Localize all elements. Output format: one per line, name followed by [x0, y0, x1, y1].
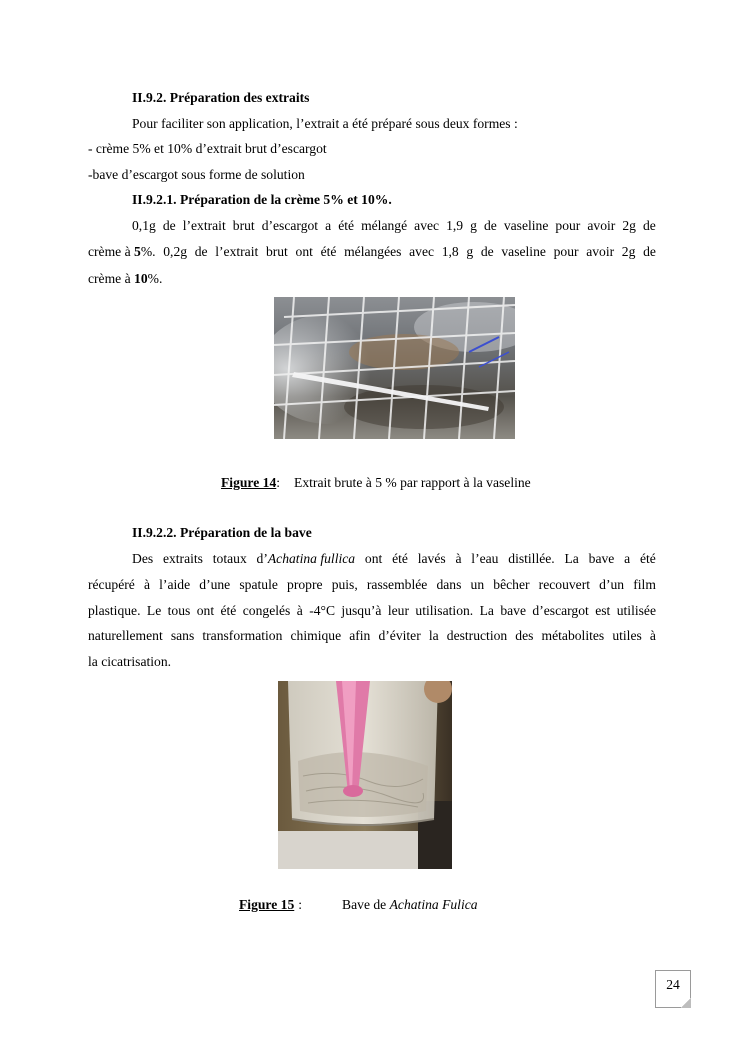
word: Achatina fullica	[267, 551, 356, 566]
creme-paragraph-line-2	[88, 243, 656, 261]
word: de	[162, 218, 176, 233]
word: 0,2g	[163, 244, 188, 259]
word: bave	[588, 551, 615, 566]
word: ont	[364, 551, 383, 566]
word: recouvert	[538, 577, 590, 592]
word: été	[220, 603, 237, 618]
beaker-slime-image	[278, 681, 452, 869]
figure-14-caption: Figure 14: Extrait brute à 5 % par rapport à la vaseline	[221, 475, 531, 490]
word: un	[470, 577, 485, 592]
word: La	[479, 603, 494, 618]
word: est	[595, 603, 611, 618]
figure-15-species: Achatina Fulica	[389, 897, 478, 912]
species-name	[257, 550, 356, 568]
word: d’une	[199, 577, 231, 592]
word: à	[455, 551, 462, 566]
list-item-bave: -bave d’escargot sous forme de solution	[88, 167, 305, 182]
word: l’eau	[471, 551, 499, 566]
word: l’aide	[159, 577, 191, 592]
word: extraits	[162, 551, 203, 566]
word: lavés	[417, 551, 446, 566]
word: jusqu’à	[341, 603, 382, 618]
word: ont	[295, 244, 313, 259]
word: été	[639, 551, 656, 566]
word: La	[564, 551, 579, 566]
word: propre	[287, 577, 323, 592]
word: avoir	[586, 244, 615, 259]
word: a	[325, 218, 332, 233]
word: de	[483, 218, 497, 233]
word: métabolites	[541, 628, 605, 643]
word: d’éviter	[378, 628, 421, 643]
word: avec	[414, 218, 440, 233]
section-heading-9-2: II.9.2. Préparation des extraits	[132, 90, 310, 105]
word: utilisée	[616, 603, 656, 618]
word: pour	[553, 244, 579, 259]
word: leur	[387, 603, 409, 618]
word: 1,9	[446, 218, 464, 233]
page-fold-corner	[681, 998, 691, 1008]
word: spatule	[239, 577, 278, 592]
creme-paragraph-line-1	[132, 217, 656, 235]
word: dans	[436, 577, 462, 592]
word: de	[643, 244, 656, 259]
figure-14-label: Figure 14	[221, 475, 277, 490]
word: naturellement	[88, 628, 163, 643]
word: totaux	[212, 551, 247, 566]
word: avoir	[587, 218, 616, 233]
word: à	[649, 628, 656, 643]
word: mélangé	[361, 218, 408, 233]
word: brut	[265, 244, 288, 259]
word: puis,	[331, 577, 358, 592]
page-number-box	[655, 970, 691, 1008]
word: 2g	[621, 244, 636, 259]
word: des	[515, 628, 534, 643]
word: tous	[167, 603, 191, 618]
word: la	[428, 628, 439, 643]
word: destruction	[446, 628, 508, 643]
word: bave	[500, 603, 527, 618]
word: utilisation.	[415, 603, 474, 618]
bave-paragraph-line-1	[132, 550, 656, 568]
figure-15-caption: Figure 15 : Bave de Achatina Fulica	[239, 897, 478, 912]
word: été	[392, 551, 408, 566]
word: chimique	[290, 628, 342, 643]
word: congelés	[242, 603, 291, 618]
word: a	[624, 551, 631, 566]
word: 0,1g	[132, 218, 156, 233]
word: sans	[170, 628, 195, 643]
word-group	[88, 243, 156, 261]
word: ont	[196, 603, 215, 618]
word: à	[296, 603, 303, 618]
word: %.	[140, 244, 156, 259]
word: Des	[132, 551, 154, 566]
section-heading-9-2-2: II.9.2.2. Préparation de la bave	[132, 525, 312, 540]
word: Le	[146, 603, 162, 618]
word: de	[194, 244, 208, 259]
figure-15-photo	[278, 681, 452, 869]
word: été	[320, 244, 337, 259]
list-item-creme: - crème 5% et 10% d’extrait brut d’escargot	[88, 141, 327, 156]
page-number: 24	[666, 977, 680, 992]
cream-on-grid-image	[274, 297, 515, 439]
word: brut	[232, 218, 255, 233]
word: film	[633, 577, 656, 592]
word: transformation	[202, 628, 283, 643]
word: d’un	[599, 577, 625, 592]
word: bêcher	[493, 577, 530, 592]
figure-14-text: Extrait brute à 5 % par rapport à la vaseline	[294, 475, 531, 490]
section-heading-9-2-1: II.9.2.1. Préparation de la crème 5% et 10%.	[132, 192, 392, 207]
word: 5	[134, 244, 141, 259]
word: avec	[409, 244, 435, 259]
word: 1,8	[441, 244, 459, 259]
word: g	[466, 244, 474, 259]
word: vaseline	[503, 218, 549, 233]
word: -4°C	[309, 603, 336, 618]
bave-paragraph-line-5: la cicatrisation.	[88, 654, 172, 669]
word: 2g	[622, 218, 636, 233]
bave-paragraph-line-3	[88, 602, 656, 620]
bave-paragraph-line-2	[88, 576, 656, 594]
creme-paragraph-line-3: crème à 10%.	[88, 271, 163, 286]
word: à	[143, 577, 150, 592]
word: rassemblée	[366, 577, 428, 592]
word: récupéré	[88, 577, 135, 592]
figure-14-photo	[274, 297, 515, 439]
word: distillée.	[508, 551, 555, 566]
word: d’escargot	[261, 218, 319, 233]
word: plastique.	[88, 603, 141, 618]
figure-15-label: Figure 15	[239, 897, 295, 912]
intro-text: Pour faciliter son application, l’extrait a été préparé sous deux formes :	[132, 116, 518, 131]
word: de	[642, 218, 656, 233]
word: g	[470, 218, 477, 233]
word: crème à	[88, 244, 135, 259]
word: afin	[349, 628, 371, 643]
word: l’extrait	[182, 218, 226, 233]
bave-paragraph-line-4	[88, 627, 656, 645]
word: de	[480, 244, 494, 259]
word: d’	[256, 551, 268, 566]
word: été	[338, 218, 355, 233]
word: utiles	[612, 628, 642, 643]
word: vaseline	[501, 244, 546, 259]
word: l’extrait	[215, 244, 259, 259]
word: d’escargot	[532, 603, 589, 618]
word: mélangées	[344, 244, 402, 259]
word: pour	[555, 218, 581, 233]
